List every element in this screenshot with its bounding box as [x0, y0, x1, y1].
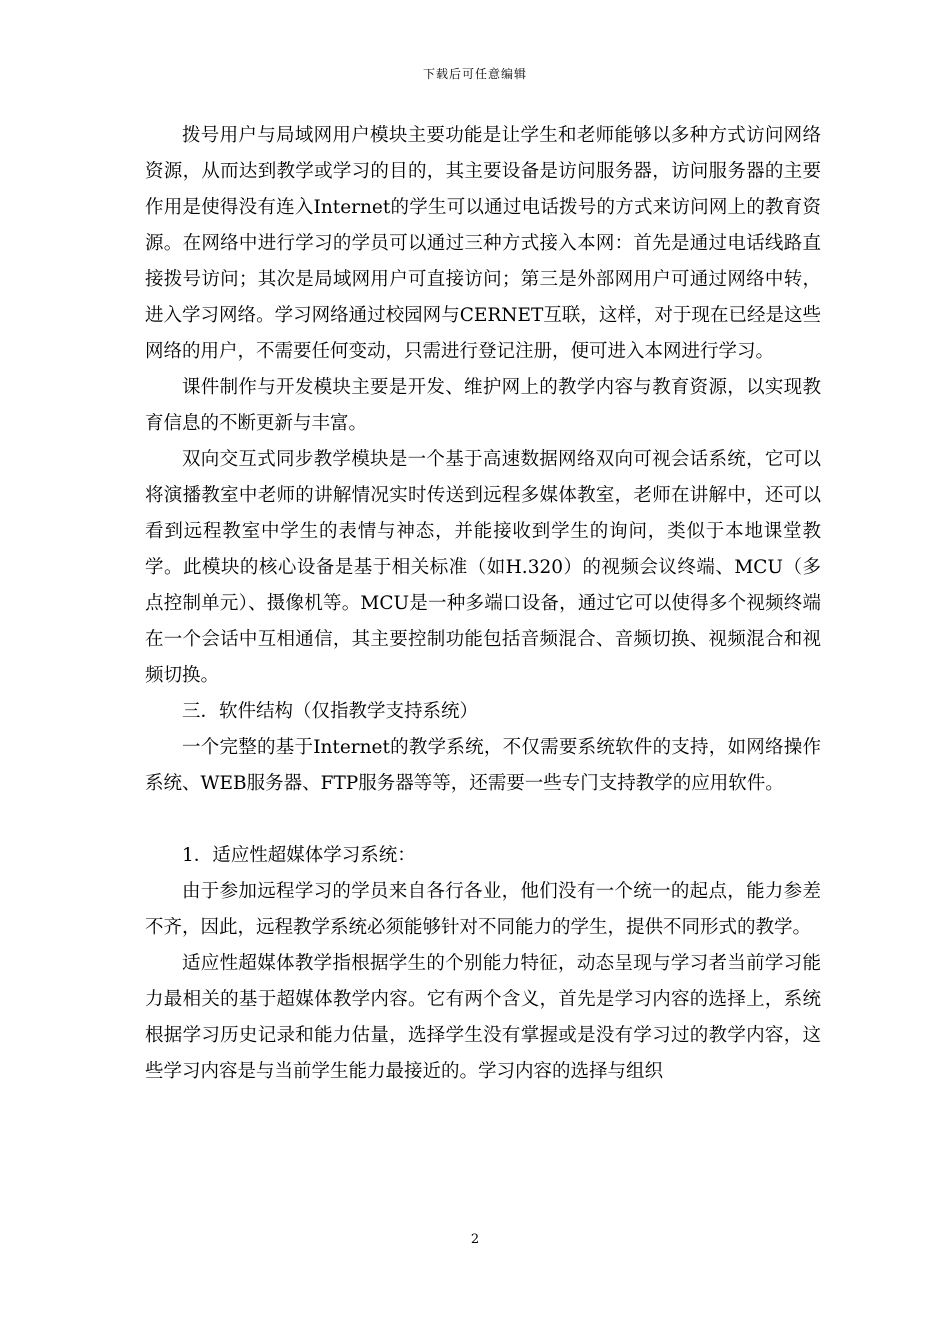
- paragraph-adaptive-hypermedia-definition: 适应性超媒体教学指根据学生的个别能力特征，动态呈现与学习者当前学习能力最相关的基于超媒体教学内容。它有两个含义，首先是学习内容的选择上，系统根据学习历史记录和能力估量，选择学生没有掌握或是没有学习过的教学内容，这些学习内容是与当前学生能力最接近的。学习内容的选择与组织: [145, 953, 821, 1082]
- paragraph-internet-teaching-system: 一个完整的基于Internet的教学系统，不仅需要系统软件的支持，如网络操作系统、WEB服务器、FTP服务器等等，还需要一些专门支持教学的应用软件。: [145, 737, 821, 794]
- page-number: 2: [470, 1232, 480, 1247]
- paragraph-courseware-module: 课件制作与开发模块主要是开发、维护网上的教学内容与教育资源，以实现教育信息的不断更新与丰富。: [145, 377, 821, 434]
- section-heading-software-structure: 三．软件结构（仅指教学支持系统）: [182, 701, 479, 722]
- paragraph-interactive-teaching-module: 双向交互式同步教学模块是一个基于高速数据网络双向可视会话系统，它可以将演播教室中老师的讲解情况实时传送到远程多媒体教室，老师在讲解中，还可以看到远程教室中学生的表情与神态，并能接收到学生的询问，类似于本地课堂教学。此模块的核心设备是基于相关标准（如H.320）的视频会议终端、MCU（多点控制单元）、摄像机等。MCU是一种多端口设备，通过它可以使得多个视频终端在一个会话中互相通信，其主要控制功能包括音频混合、音频切换、视频混合和视频切换。: [145, 449, 821, 686]
- blank-line: [145, 802, 821, 838]
- paragraph-remote-learners: 由于参加远程学习的学员来自各行各业，他们没有一个统一的起点，能力参差不齐，因此，远程教学系统必须能够针对不同能力的学生，提供不同形式的教学。: [145, 881, 821, 938]
- document-body: [145, 118, 821, 1090]
- subsection-heading-adaptive-hypermedia: 1．适应性超媒体学习系统：: [182, 845, 416, 866]
- page-header: 下载后可任意编辑: [422, 67, 527, 81]
- paragraph-dialup-lan-module: 拨号用户与局域网用户模块主要功能是让学生和老师能够以多种方式访问网络资源，从而达到教学或学习的目的，其主要设备是访问服务器，访问服务器的主要作用是使得没有连入Internet的学生可以通过电话拨号的方式来访问网上的教育资源。在网络中进行学习的学员可以通过三种方式接入本网：首先是通过电话线路直接拨号访问；其次是局域网用户可直接访问；第三是外部网用户可通过网络中转，进入学习网络。学习网络通过校园网与CERNET互联，这样，对于现在已经是这些网络的用户，不需要任何变动，只需进行登记注册，便可进入本网进行学习。: [145, 125, 821, 362]
